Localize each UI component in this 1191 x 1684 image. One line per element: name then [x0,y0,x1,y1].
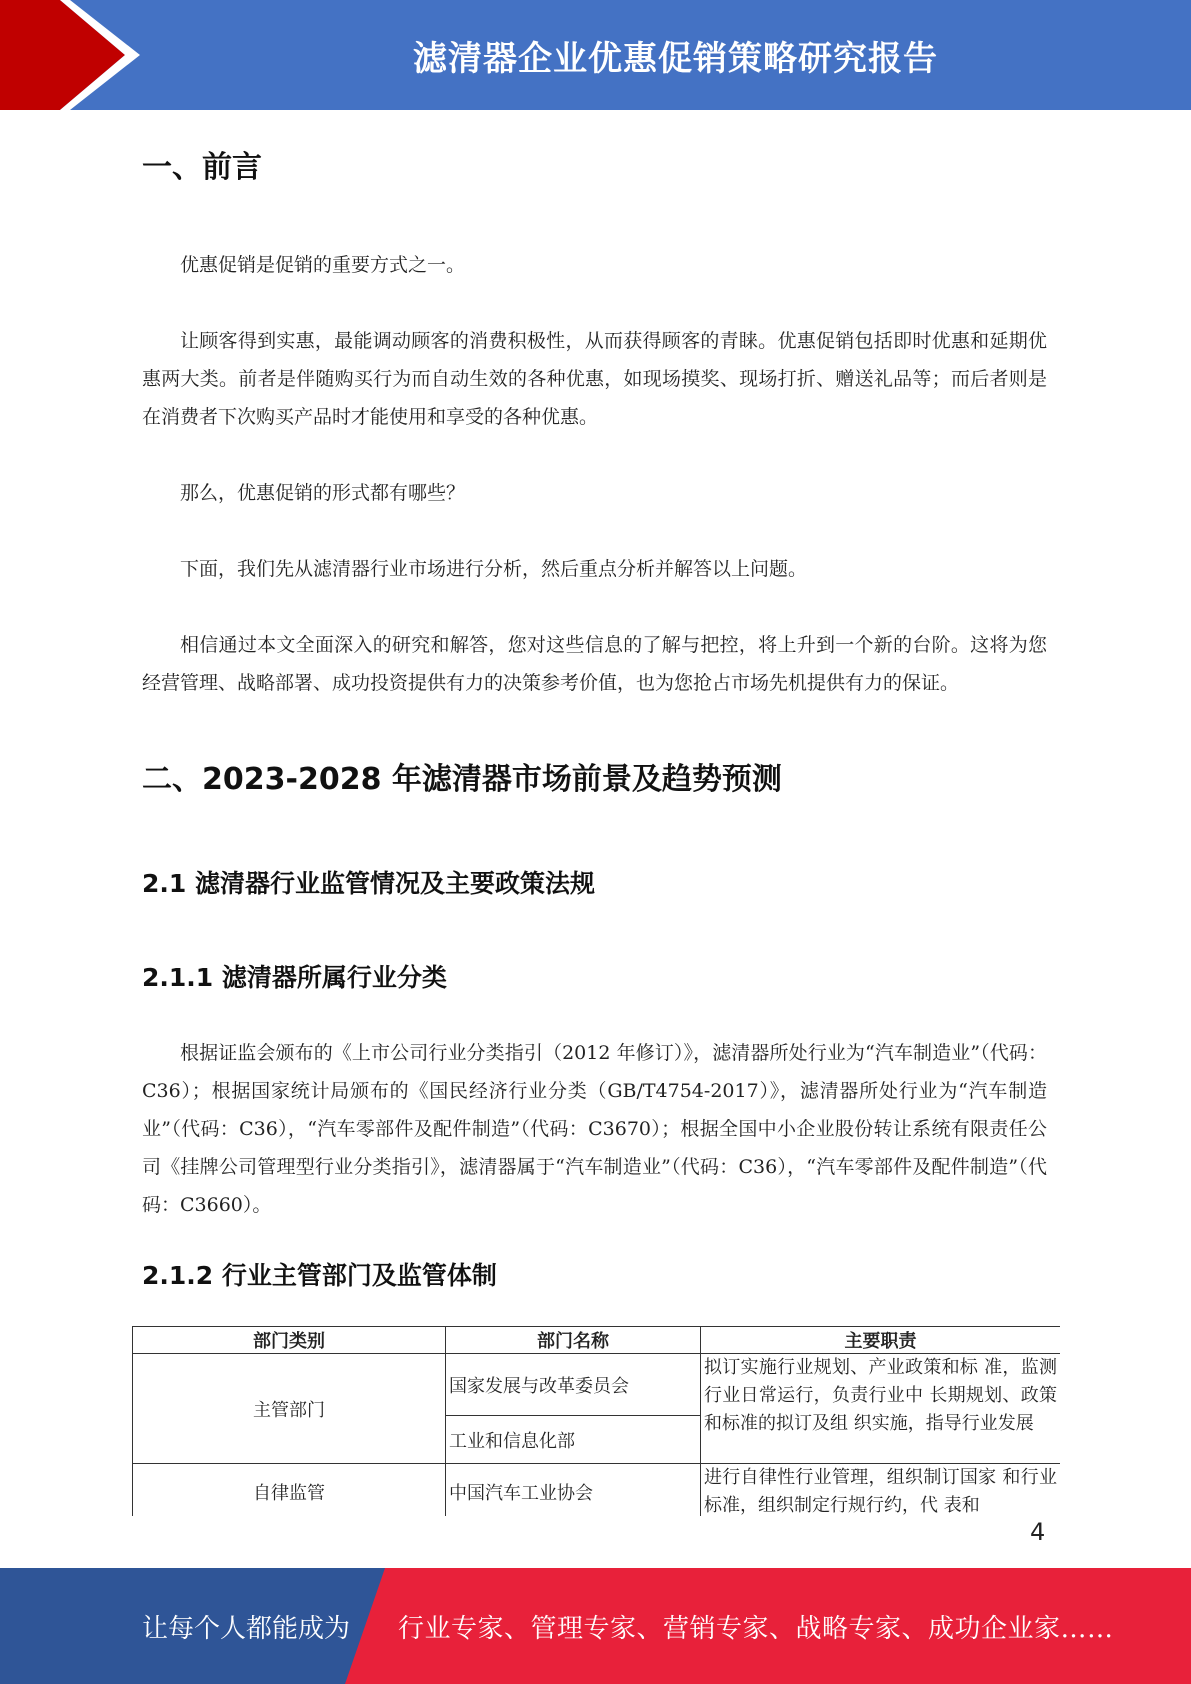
table-cell-name: 工业和信息化部 [446,1416,701,1464]
table-cell-category: 自律监管 [133,1464,446,1517]
document-title: 滤清器企业优惠促销策略研究报告 [413,38,938,79]
footer-slogan-left: 让每个人都能成为 [142,1613,351,1644]
table-cell-duty: 进行自律性行业管理，组织制订国家 和行业标准，组织制定行规行约，代 表和 [701,1464,1061,1517]
footer-banner [0,1568,1191,1684]
table-row [133,1354,1061,1416]
paragraph: 根据证监会颁布的《上市公司行业分类指引（2012 年修订）》，滤清器所处行业为“汽车制造业”（代码：C36）；根据国家统计局颁布的《国民经济行业分类（GB/T4754-2017）》，滤清器所处行业为“汽车制造业”（代码：C36），“汽车零部件及配件制造”（代码：C3670）；根据全国中小企业股份转让系统有限责任公司《挂牌公司管理型行业分类指引》，滤清器属于“汽车制造业”（代码：C36），“汽车零部件及配件制造”（代码：C3660）。 [142,1042,1047,1216]
subsection-heading-2-1: 2.1 滤清器行业监管情况及主要政策法规 [142,869,595,898]
section-heading-forecast: 二、2023-2028 年滤清器市场前景及趋势预测 [142,762,782,797]
paragraph: 那么，优惠促销的形式都有哪些？ [180,482,466,504]
subsection-heading-2-1-2: 2.1.2 行业主管部门及监管体制 [142,1261,497,1290]
paragraph: 下面，我们先从滤清器行业市场进行分析，然后重点分析并解答以上问题。 [180,558,808,580]
table-header-cell: 部门名称 [446,1327,701,1354]
paragraph: 优惠促销是促销的重要方式之一。 [180,254,466,276]
table-row [133,1464,1061,1517]
subsection-heading-2-1-1: 2.1.1 滤清器所属行业分类 [142,963,447,992]
header-red-chevron [0,0,150,110]
section-heading-preface: 一、前言 [142,150,262,185]
table-cell-category: 主管部门 [133,1354,446,1464]
header-banner [0,0,1191,110]
table-header-cell: 部门类别 [133,1327,446,1354]
table-header-cell: 主要职责 [701,1327,1061,1354]
table-header-row [133,1327,1061,1354]
footer-slogan-right: 行业专家、管理专家、营销专家、战略专家、成功企业家…… [398,1613,1114,1644]
paragraph: 相信通过本文全面深入的研究和解答，您对这些信息的了解与把控，将上升到一个新的台阶。这将为您经营管理、战略部署、成功投资提供有力的决策参考价值，也为您抢占市场先机提供有力的保证。 [142,634,1047,694]
regulator-table [132,1326,1060,1516]
table-cell-name: 国家发展与改革委员会 [446,1354,701,1416]
table-cell-duty: 拟订实施行业规划、产业政策和标 准，监测行业日常运行，负责行业中 长期规划、政策和标准的拟订及组 织实施，指导行业发展 [701,1354,1061,1464]
page-number: 4 [1030,1518,1046,1546]
main-content [142,140,1047,1292]
paragraph: 让顾客得到实惠，最能调动顾客的消费积极性，从而获得顾客的青睐。优惠促销包括即时优惠和延期优惠两大类。前者是伴随购买行为而自动生效的各种优惠，如现场摸奖、现场打折、赠送礼品等；而后者则是在消费者下次购买产品时才能使用和享受的各种优惠。 [142,330,1047,428]
table-cell-name: 中国汽车工业协会 [446,1464,701,1517]
